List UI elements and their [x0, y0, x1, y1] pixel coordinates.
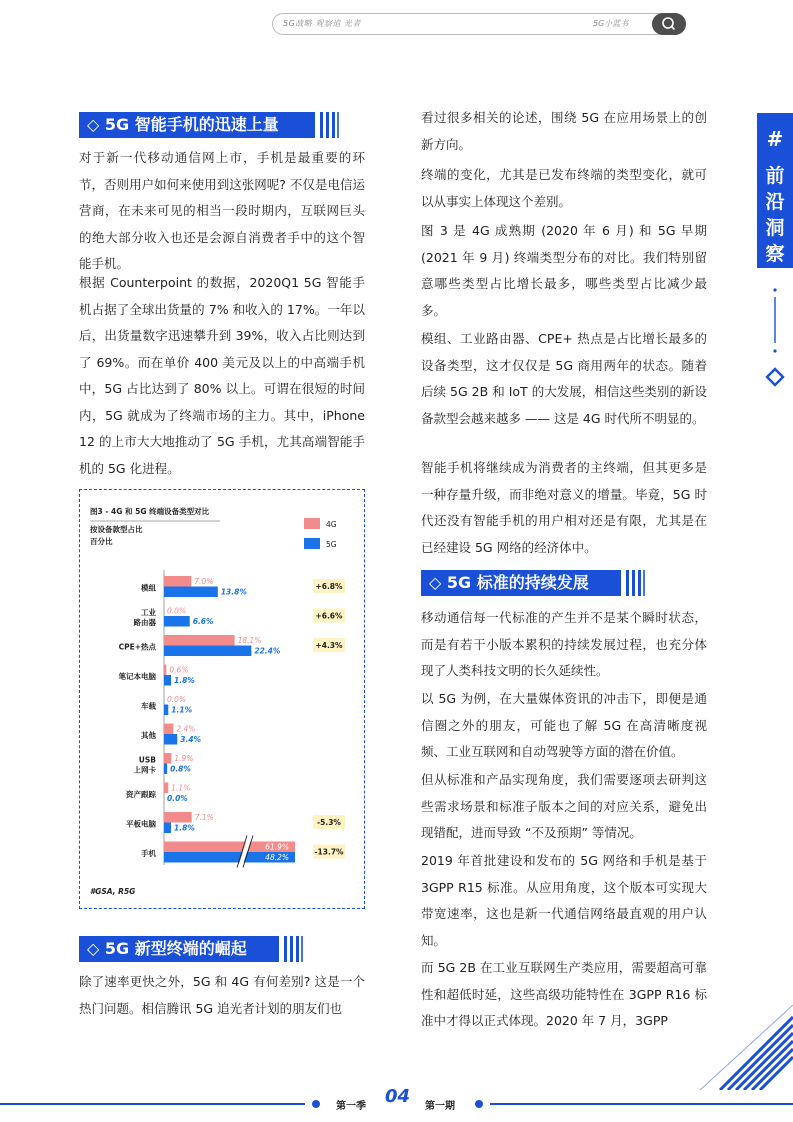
- paragraph: 以 5G 为例，在大量媒体资讯的冲击下，即便是通信圈之外的朋友，可能也了解 5G 在高清晰度视频、工业互联网和自动驾驶等方面的潜在价值。: [421, 691, 707, 759]
- bar-4G: [164, 812, 192, 823]
- topbar-left-text: 5G战略 观察追 光者: [283, 19, 361, 28]
- data-label-4G: 7.1%: [194, 813, 214, 822]
- side-tab-char: 沿: [765, 191, 785, 213]
- bar-4G: [164, 665, 166, 676]
- footer-season: 第一季: [336, 1101, 366, 1112]
- chart-source: #GSA, R5G: [90, 887, 136, 896]
- category-label: 上网卡: [133, 765, 156, 775]
- paragraph: 但从标准和产品实现角度，我们需要逐项去研判这些需求场景和标准子版本之间的对应关系，避免出现错配，进而导致 “不及预期” 等情况。: [421, 772, 707, 840]
- page-number: 04: [385, 1086, 411, 1107]
- chart-title: 图3 - 4G 和 5G 终端设备类型对比: [90, 507, 210, 516]
- search-button[interactable]: [652, 13, 686, 35]
- change-label: +6.8%: [315, 582, 343, 591]
- category-label: 平板电脑: [126, 819, 156, 829]
- bar-4G: [164, 576, 191, 587]
- bar-5G: [164, 823, 171, 834]
- side-tab: [757, 113, 793, 268]
- data-label-4G: 2.4%: [176, 724, 196, 734]
- category-label: 模组: [141, 583, 156, 593]
- paragraph: 智能手机将继续成为消费者的主终端，但其更多是一种存量升级，而非绝对意义的增量。毕竟，5G 时代还没有智能手机的用户相对还是有限，尤其是在已经建设 5G 网络的经济体中。: [421, 460, 707, 555]
- data-label-4G: 7.0%: [194, 577, 214, 586]
- paragraph: 终端的变化，尤其是已发布终端的类型变化，就可以从事实上体现这个差别。: [421, 167, 707, 209]
- section-heading-standards: [421, 570, 651, 596]
- category-label: 车载: [141, 701, 156, 711]
- paragraph: 看过很多相关的论述，围绕 5G 在应用场景上的创新方向。: [421, 110, 707, 152]
- data-label-5G: 48.2%: [265, 853, 289, 862]
- side-tab-char: 察: [765, 243, 785, 265]
- change-label: +6.6%: [315, 611, 343, 621]
- search-bar[interactable]: [272, 13, 686, 35]
- category-label: 手机: [141, 849, 156, 858]
- data-label-4G: 1.1%: [171, 783, 191, 793]
- bar-4G: [164, 753, 171, 764]
- diamond-icon: ◇: [87, 939, 105, 958]
- bar-5G: [164, 705, 168, 716]
- corner-stripes-decoration: [700, 1005, 793, 1090]
- section-title: 5G 新型终端的崛起: [104, 939, 247, 958]
- chart-subtitle: 百分比: [90, 537, 113, 546]
- change-label: -5.3%: [317, 818, 341, 827]
- paragraph: 图 3 是 4G 成熟期 (2020 年 6 月) 和 5G 早期 (2021 年 9 月) 终端类型分布的对比。我们特别留意哪些类型占比增长最多，哪些类型占比减少最多。: [421, 223, 707, 318]
- data-label-5G: 0.0%: [167, 794, 188, 803]
- category-label: USB: [138, 755, 156, 765]
- diamond-icon: [767, 369, 783, 385]
- bar-4G: [164, 783, 168, 794]
- data-label-5G: 1.8%: [174, 676, 195, 685]
- bar-5G: [164, 734, 177, 745]
- paragraph: 而 5G 2B 在工业互联网生产类应用，需要超高可靠性和超低时延，这些高级功能特性在 3GPP R16 标准中才得以正式体现。2020 年 7 月，3GPP: [421, 960, 707, 1028]
- data-label-4G: 0.0%: [167, 695, 187, 704]
- paragraph: 2019 年首批建设和发布的 5G 网络和手机是基于 3GPP R15 标准。从应用角度，这个版本可实现大带宽速率，这也是新一代通信网络最直观的用户认知。: [421, 853, 707, 948]
- change-label: -13.7%: [314, 847, 344, 857]
- chart-canvas: [80, 490, 366, 910]
- search-icon: [652, 13, 686, 35]
- data-label-4G: 1.9%: [174, 754, 194, 763]
- footer-issue: 第一期: [425, 1101, 455, 1112]
- data-label-5G: 13.8%: [220, 587, 247, 597]
- section-heading-new-terminals: [79, 936, 309, 962]
- bar-5G: [164, 675, 171, 686]
- data-label-4G: 0.0%: [167, 606, 187, 616]
- legend-label-4G: 4G: [326, 520, 337, 529]
- footer-line-right: [490, 1103, 793, 1105]
- data-label-4G: 61.9%: [265, 842, 289, 852]
- side-decoration: [762, 285, 788, 395]
- bar-5G: [164, 616, 190, 627]
- section-title: 5G 智能手机的迅速上量: [104, 115, 279, 134]
- data-label-5G: 3.4%: [180, 735, 202, 744]
- bar-4G: [164, 724, 173, 735]
- footer-dot: [312, 1100, 320, 1108]
- diamond-icon: ◇: [87, 115, 105, 134]
- legend-swatch-5G: [304, 538, 320, 549]
- data-label-5G: 1.8%: [174, 823, 195, 833]
- data-label-4G: 18.1%: [237, 636, 262, 645]
- chart-figure-3: [79, 489, 365, 909]
- data-label-5G: 6.6%: [192, 617, 214, 626]
- data-label-5G: 0.8%: [170, 764, 191, 774]
- bar-5G: [164, 646, 251, 657]
- topbar-right-text: 5G小蓝书: [593, 19, 629, 28]
- paragraph: 根据 Counterpoint 的数据，2020Q1 5G 智能手机占据了全球出货量的 7% 和收入的 17%。一年以后，出货量数字迅速攀升到 39%，收入占比则达到了 69%。而在单价 400 美元及以上的中高端手机中，5G 占比达到了 80% 以上。可谓在很短的时间内，5G 就成为了终端市场的主力。其中，iPhone 12 的上市大大地推动了 5G 手机，尤其高端智能手机的 5G 化进程。: [79, 275, 365, 476]
- section-title: 5G 标准的持续发展: [446, 573, 589, 592]
- category-label: 工业: [141, 608, 156, 617]
- paragraph: 移动通信每一代标准的产生并不是某个瞬时状态，而是有若干小版本累积的持续发展过程，也充分体现了人类科技文明的长久延续性。: [421, 610, 707, 678]
- change-label: +4.3%: [315, 641, 343, 650]
- category-label: 路由器: [133, 618, 156, 627]
- category-label: 笔记本电脑: [118, 672, 156, 681]
- side-tab-hash: #: [766, 127, 784, 151]
- section-heading-smartphone: [79, 112, 349, 138]
- diamond-icon: ◇: [429, 573, 447, 592]
- footer-dot: [475, 1100, 483, 1108]
- legend-swatch-4G: [304, 518, 320, 529]
- side-tab-char: 前: [765, 165, 785, 187]
- paragraph: 除了速率更快之外，5G 和 4G 有何差别? 这是一个热门问题。相信腾讯 5G 追光者计划的朋友们也: [79, 974, 365, 1016]
- legend-label-5G: 5G: [326, 540, 337, 549]
- data-label-5G: 1.1%: [171, 705, 193, 715]
- side-tab-char: 洞: [765, 217, 785, 239]
- category-label: 资产跟踪: [126, 790, 156, 799]
- category-label: CPE+热点: [118, 642, 156, 652]
- footer-line-left: [0, 1103, 305, 1105]
- data-label-4G: 0.6%: [169, 665, 189, 675]
- category-label: 其他: [141, 731, 156, 740]
- paragraph: 对于新一代移动通信网上市，手机是最重要的环节，否则用户如何来使用到这张网呢? 不仅是电信运营商，在未来可见的相当一段时期内，互联网巨头的绝大部分收入也还是会源自消费者手中的这个智能手机。: [79, 150, 365, 271]
- data-label-5G: 22.4%: [254, 646, 281, 656]
- paragraph: 模组、工业路由器、CPE+ 热点是占比增长最多的设备类型，这才仅仅是 5G 商用两年的状态。随着后续 5G 2B 和 IoT 的大发展，相信这些类别的新设备款型会越来越多 —— 这是 4G 时代所不明显的。: [421, 331, 707, 426]
- bar-4G: [164, 635, 235, 646]
- bar-5G: [164, 764, 167, 775]
- chart-subtitle: 按设备款型占比: [90, 525, 143, 534]
- bar-5G: [164, 587, 218, 598]
